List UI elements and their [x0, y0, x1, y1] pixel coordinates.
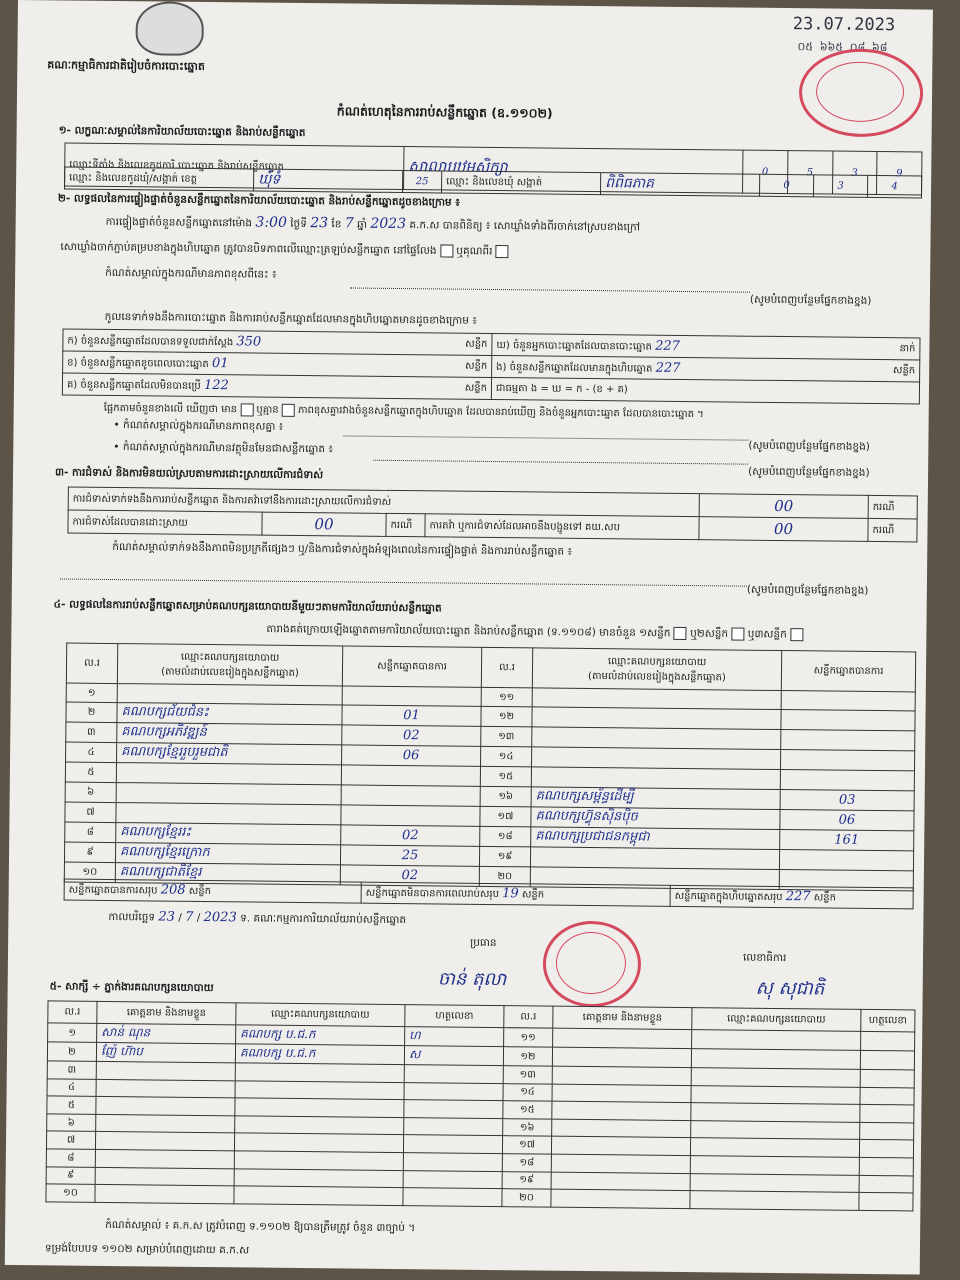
- s2-line4: កូលនេទាក់ទងនឹងការបោះឆ្នោត និងការរាប់សន្លឹកឆ្នោតដែលមានក្នុងហិបឆ្នោតមានដូចខាងក្រោម ៖: [104, 310, 478, 327]
- s2-count-table: [62, 328, 921, 404]
- s4-row-votes-r: 03: [780, 789, 914, 810]
- s5-row-name-r: [552, 1084, 691, 1103]
- s2-e-label: ង) ចំនួនសន្លឹកឆ្នោតដែលមានក្នុងហិបឆ្នោត: [496, 361, 653, 375]
- s3-note: កំណត់សម្គាល់ទាក់ទងនឹងភាពមិនប្រក្រតីផ្សេងៗ ឬ/និងការជំទាស់ក្នុងអំឡុងពេលនៃការផ្ទៀងផ្ទាត់ និងការរាប់សន្លឹកឆ្នោត ៖: [112, 541, 573, 558]
- s4-row-votes: [341, 785, 480, 806]
- s4-row-votes-r: 161: [780, 829, 914, 850]
- s2-line3-dots: [350, 287, 750, 292]
- s2-b-label: ខ) ចំនួនសន្លឹកឆ្នោតខូចពេលបោះឆ្នោត: [67, 357, 209, 370]
- s4-checkbox-3[interactable]: [790, 628, 803, 641]
- s4-row-no-r: ១២: [481, 707, 532, 728]
- s4-row-party: [117, 684, 342, 706]
- s4-row-party: [116, 802, 341, 824]
- s3-row1-label: ការជំទាស់ទាក់ទងនឹងការរាប់សន្លឹកឆ្នោត និងការតវ៉ាទៅនឹងការដោះស្រាយលើការជំទាស់: [68, 487, 699, 517]
- s5-row-no-r: ១៩: [502, 1171, 551, 1189]
- s5-row-sign-r: [859, 1140, 913, 1158]
- s4-row-no: ២: [66, 702, 117, 723]
- s5-row-party: [234, 1133, 403, 1152]
- s5-row-party-r: [691, 1120, 860, 1139]
- s5-row-name: សាន់ ណុន: [97, 1023, 236, 1043]
- s4-row-no-r: ១៨: [480, 826, 531, 847]
- s5-row-name: [96, 1114, 235, 1133]
- s5-row-no-r: ១៥: [503, 1101, 552, 1119]
- top-date: 23.07.2023: [792, 14, 896, 36]
- s5-col-name-r: គោត្តនាម និងនាមខ្លួន: [553, 1006, 692, 1029]
- s5-row-sign-r: [859, 1157, 913, 1175]
- s5-row-sign-r: [860, 1050, 914, 1070]
- s2-b-value: 01: [211, 355, 229, 371]
- s4-row-no-r: ១៥: [480, 767, 531, 787]
- s4-row-party-r: គណបក្សសម្ព័ន្ធដើម្បី: [531, 787, 780, 810]
- s2-a-unit: សន្លឹក: [465, 338, 488, 350]
- s4-row-votes: [342, 686, 481, 707]
- s4-row-no: ៨: [65, 822, 116, 843]
- s1-code2-1: 0: [759, 174, 813, 197]
- s5-row-sign-r: [859, 1175, 913, 1193]
- org-name: គណៈកម្មាធិការជាតិរៀបចំការបោះឆ្នោត: [47, 58, 205, 73]
- s4-row-no: ៤: [66, 742, 117, 763]
- s4-date-d: 23: [158, 909, 176, 925]
- s5-row-sign: [404, 1117, 503, 1136]
- s4-date-line: កាលបរិច្ឆេទ 23 / 7 / 2023 ទ. គណៈកម្មការការិយាល័យរាប់សន្លឹកឆ្នោត: [108, 909, 407, 927]
- s5-col-no: ល.រ: [48, 1001, 97, 1024]
- s2-note2-fill: (សូមបំពេញបន្ថែមផ្នែកខាងខ្នង): [748, 465, 870, 479]
- s3-row2-value: 00: [262, 512, 386, 536]
- s5-row-sign-r: [860, 1122, 914, 1140]
- s5-row-sign: [403, 1170, 502, 1189]
- section4-heading: ៤- លទ្ធផលនៃការរាប់សន្លឹកឆ្នោតសម្រាប់គណបក្សនយោបាយនីមួយៗតាមការិយាល័យរាប់សន្លឹកឆ្នោត: [53, 598, 442, 615]
- s2-checkbox-none[interactable]: [282, 403, 295, 416]
- s2-checkbox-a[interactable]: [440, 244, 453, 257]
- s5-row-no-r: ១៧: [502, 1136, 551, 1154]
- s5-row-party: គណបក្ស ប.ជ.ក: [235, 1044, 404, 1065]
- s4-row-party-r: [532, 688, 781, 710]
- s5-row-no: ៧: [46, 1131, 95, 1149]
- s5-row-name: [96, 1097, 235, 1116]
- section3-heading: ៣- ការជំទាស់ និងការមិនយល់ស្របតាមការដោះស្រាយលើការជំទាស់: [54, 466, 324, 482]
- s4-total-box-label: សន្លឹកឆ្នោតក្នុងហិបឆ្នោតសរុប: [674, 890, 783, 904]
- s5-row-sign-r: [860, 1087, 914, 1105]
- s5-row-no-r: ១៤: [503, 1083, 552, 1101]
- s5-row-sign-r: [859, 1193, 913, 1211]
- s4-col-party: [117, 644, 342, 686]
- s5-row-sign: ហ: [405, 1027, 504, 1047]
- s4-total-invalid-unit: សន្លឹក: [521, 889, 545, 901]
- s4-row-no-r: ១១: [481, 687, 532, 707]
- s5-row-no-r: ១១: [504, 1028, 553, 1048]
- s4-chair-signature: ចាន់ តុលា: [437, 968, 507, 991]
- s2-d-unit: នាក់: [899, 342, 916, 354]
- s5-row-name-r: [551, 1189, 690, 1208]
- s1-row2-label: ឈ្មោះ និងលេខកូដឃុំ/សង្កាត់ ខេត្ត: [65, 167, 254, 191]
- s5-row-no: ៩: [46, 1166, 95, 1184]
- s5-row-name: [95, 1167, 234, 1186]
- s5-col-sign: ហត្ថលេខា: [405, 1005, 504, 1028]
- s5-row-no: ៥: [47, 1096, 96, 1114]
- s4-row-party: គណបក្សខ្មែររួបរួមជាតិ: [117, 743, 342, 765]
- s1-row2-num: 25: [403, 171, 442, 193]
- s5-row-sign: [404, 1100, 503, 1119]
- s5-row-party: [234, 1151, 403, 1170]
- s4-date-tail: ទ. គណៈកម្មការការិយាល័យរាប់សន្លឹកឆ្នោត: [240, 912, 407, 927]
- s5-row-sign-r: [861, 1031, 915, 1051]
- s2-line1: [106, 213, 641, 237]
- s1-row2-value2: ពិពិធភាគ: [600, 173, 759, 197]
- s4-row-party-r: គណបក្សប្រជាជនកម្ពុជា: [531, 827, 780, 850]
- s5-col-party-r: ឈ្មោះគណបក្សនយោបាយ: [692, 1008, 861, 1032]
- s4-checkbox-1[interactable]: [674, 627, 687, 640]
- s4-row-party: គណបក្សខ្មែរក្រោក: [115, 842, 340, 864]
- s5-row-no: ៦: [47, 1114, 96, 1132]
- s2-line1-label: ការផ្ទៀងផ្ទាត់ចំនួនសន្លឹកឆ្នោតនៅម៉ោង: [105, 215, 253, 230]
- s4-row-no: ៩: [64, 842, 115, 863]
- s4-row-votes-r: [781, 730, 915, 751]
- s2-e-unit: សន្លឹក: [892, 364, 916, 376]
- s1-code2-2: 3: [813, 175, 867, 198]
- s4-row-no-r: ១៧: [480, 806, 531, 827]
- s4-col-no-r: ល.រ: [481, 647, 532, 688]
- s2-month: 7: [344, 215, 354, 232]
- s2-note1: • កំណត់សម្គាល់ក្នុងករណីមានភាពខុសគ្នា ៖: [113, 419, 284, 433]
- s4-date-m: 7: [185, 909, 194, 925]
- s2-fill-note: (សូមបំពេញបន្ថែមផ្នែកខាងខ្នង): [749, 293, 872, 307]
- s1-code-4: 9: [877, 152, 922, 195]
- s4-row-party-r: [532, 727, 781, 750]
- s3-row2-case: ករណី: [386, 513, 425, 536]
- s5-row-sign: [403, 1135, 502, 1154]
- s1-row1-value: សាលាបឋមសិក្សា: [404, 147, 743, 194]
- s4-col-party-r-sub: (តាមលំដាប់លេខរៀងក្នុងសន្លឹកឆ្នោត): [588, 670, 726, 683]
- s5-row-name-r: [551, 1172, 690, 1191]
- s3-row2-label2: ការតវ៉ា ឬការជំទាស់ដែលអាចនឹងបង្ជូនទៅ គឃ.សប: [425, 514, 699, 540]
- s3-row2-case2: ករណី: [868, 518, 917, 542]
- s4-row-no: ១: [66, 683, 117, 703]
- s5-row-party: [234, 1186, 403, 1205]
- s2-c-unit: សន្លឹក: [464, 382, 488, 394]
- s3-fill-note: (សូមបំពេញបន្ថែមផ្នែកខាងខ្នង): [746, 583, 869, 597]
- s2-a-label: ក) ចំនួនសន្លឹកឆ្នោតដែលបានទទួលជាក់ស្តែង: [67, 335, 234, 348]
- s5-row-party-r: [690, 1173, 859, 1192]
- s4-col-votes-r: សន្លឹកឆ្នោតបានការ: [781, 651, 915, 692]
- s4-row-votes: 02: [340, 865, 479, 886]
- s3-table: [67, 487, 917, 543]
- s5-row-name: [95, 1149, 234, 1168]
- s4-col-party-r-title: ឈ្មោះគណបក្សនយោបាយ: [607, 655, 707, 668]
- s5-row-sign: [403, 1153, 502, 1172]
- s5-row-no-r: ១៣: [503, 1066, 552, 1084]
- s5-row-name: [96, 1079, 235, 1098]
- s4-row-party-r: [532, 707, 781, 730]
- s4-row-votes: [341, 805, 480, 826]
- s4-row-party: គណបក្សជ័យជំនះ: [117, 703, 342, 725]
- s4-row-no-r: ១៤: [480, 747, 531, 768]
- commission-stamp: [542, 921, 641, 1008]
- s5-row-no-r: ១៦: [503, 1118, 552, 1136]
- s4-chair: ប្រធាន: [470, 936, 497, 950]
- s5-row-party-r: [690, 1156, 859, 1175]
- s5-row-no: ៣: [47, 1061, 96, 1079]
- s2-year-label: ឆ្នាំ: [356, 218, 368, 231]
- s5-row-no: ២: [47, 1042, 96, 1062]
- s4-date-y: 2023: [203, 909, 237, 926]
- s4-total-invalid: 19: [502, 886, 519, 902]
- footer-note: កំណត់សម្គាល់ ៖ គ.ក.ស ត្រូវបំពេញ ទ.១១០២ ឱ្យបានត្រឹមត្រូវ ចំនួន ៣ច្បាប់ ។: [105, 1218, 416, 1235]
- s4-date-label: កាលបរិច្ឆេទ: [108, 910, 156, 924]
- s4-row-votes: 02: [342, 725, 481, 746]
- s4-row-party: [116, 782, 341, 804]
- s5-row-name: ញ៉ែ ហ៊ាប: [96, 1042, 235, 1062]
- s5-row-name: [95, 1185, 234, 1204]
- s5-row-no: ១: [48, 1023, 97, 1043]
- s2-line3: កំណត់សម្គាល់ក្នុងករណីមានភាពខុសពីនេះ ៖: [105, 266, 277, 281]
- s5-row-name-r: [552, 1119, 691, 1138]
- s2-c-label: គ) ចំនួនសន្លឹកឆ្នោតដែលមិនបានប្រើ: [66, 379, 201, 392]
- form-id: ទម្រង់បែបបទ ១១០២ សម្រាប់បំពេញដោយ គ.ក.ស: [44, 1242, 250, 1257]
- s1-code2-3: 4: [867, 175, 921, 198]
- s4-row-no: ៥: [65, 762, 116, 782]
- s5-row-party: [234, 1168, 403, 1187]
- s4-row-votes: [341, 765, 480, 786]
- s4-total-box: 227: [785, 889, 811, 905]
- s5-row-name-r: [551, 1137, 690, 1156]
- s5-row-sign-r: [860, 1069, 914, 1087]
- s4-row-votes-r: [781, 710, 915, 731]
- s5-row-name-r: [553, 1028, 692, 1048]
- s4-row-votes: 06: [342, 745, 481, 766]
- s5-row-party-r: [690, 1191, 859, 1210]
- s4-row-votes: 01: [342, 705, 481, 726]
- s1-row2-label2: ឈ្មោះ និងលេខឃុំ សង្កាត់: [442, 171, 601, 195]
- s2-line1-tail: គ.ក.ស បានពិនិត្យ ៖ សោឃ្លាំងទាំងពីរចាក់នៅស្របខាងក្រៅ: [409, 219, 641, 234]
- s3-row2-label: ការជំទាស់ដែលបានដោះស្រាយ: [68, 510, 262, 535]
- s5-witness-table: [45, 1000, 915, 1211]
- s4-total-invalid-label: សន្លឹកឆ្នោតមិនបានការពេលរាប់សរុប: [365, 887, 500, 901]
- s4-subline-text: តារាងគត់ក្រោយឡើងឆ្នោតតាមការិយាល័យបោះឆ្នោត និងរាប់សន្លឹកឆ្នោត (ទ.១១០៨) មានចំនួន ១សន្លឹក: [266, 623, 671, 640]
- s3-row1-value: 00: [699, 494, 868, 519]
- s5-row-party-r: [692, 1030, 861, 1051]
- s5-row-no-r: ១២: [503, 1047, 552, 1067]
- s4-row-party: [116, 763, 341, 785]
- s5-row-sign: [404, 1082, 503, 1101]
- s1-code-3: 3: [832, 151, 877, 194]
- s5-row-no: ៤: [47, 1078, 96, 1096]
- s4-results-table: [64, 643, 916, 892]
- s5-row-name-r: [552, 1066, 691, 1085]
- s3-note-dots: [60, 578, 747, 586]
- top-code: ០៥ ៦៦៥ ០៨ ៦៨: [797, 40, 888, 55]
- s4-row-votes-r: [780, 750, 914, 771]
- s2-note1-dots: [343, 435, 748, 440]
- s5-row-name-r: [552, 1101, 691, 1120]
- s5-row-sign: [404, 1065, 503, 1084]
- s2-note1-fill: (សូមបំពេញបន្ថែមផ្នែកខាងខ្នង): [748, 439, 870, 453]
- s2-year: 2023: [370, 215, 407, 233]
- s4-row-no: ១០: [64, 862, 115, 883]
- s4-row-no: ៧: [65, 802, 116, 823]
- s5-row-party: [235, 1116, 404, 1135]
- s4-row-votes-r: [781, 691, 915, 712]
- s5-row-party: [235, 1098, 404, 1117]
- s2-line2-opt1: ឬគុណពីរ: [456, 245, 493, 258]
- s5-col-no-r: ល.រ: [504, 1006, 553, 1029]
- s5-col-party: ឈ្មោះគណបក្សនយោបាយ: [236, 1003, 405, 1027]
- s4-secretary-signature: សុ សុជាតិ: [755, 977, 825, 1000]
- s2-line5-opt: ឬគ្មាន: [256, 404, 279, 416]
- s4-col-party-r: [532, 648, 781, 691]
- s2-line5-tail: ភាពខុសគ្នារវាងចំនួនសន្លឹកឆ្នោតក្នុងហិបឆ្នោត ដែលបានរាប់ឃើញ និងចំនួនអ្នកបោះឆ្នោត ដែលបានបោះឆ្នោត ។: [297, 404, 704, 421]
- s5-row-party: [235, 1063, 404, 1082]
- s5-row-name-r: [552, 1047, 691, 1067]
- s2-day: 23: [310, 215, 329, 232]
- emblem-icon: [135, 1, 204, 56]
- s2-checkbox-b[interactable]: [496, 245, 509, 258]
- s2-line2-text: សោឃ្លាំងចាក់ភ្ជាប់គម្របខាងក្នុងហិបឆ្នោត ត្រូវបានបិទភាពលើឈ្មោះត្រឡប់សន្លឹកឆ្នោត នៅផ្ទៃលែង: [60, 240, 437, 257]
- s5-row-no: ១០: [46, 1184, 95, 1202]
- section2-heading: ២- លទ្ធផលនៃការផ្ទៀងផ្ទាត់ចំនួនសន្លឹកឆ្នោតនៃការិយាល័យបោះឆ្នោត និងរាប់សន្លឹកឆ្នោតដូចខាងក្រោម ៖: [57, 192, 460, 209]
- s4-subline: [266, 623, 803, 644]
- s5-row-party-r: [690, 1138, 859, 1157]
- s2-d-label: ឃ) ចំនួនអ្នកបោះឆ្នោតដែលបានបោះឆ្នោត: [496, 339, 652, 353]
- s2-b-unit: សន្លឹក: [464, 360, 488, 372]
- s2-d-value: 227: [655, 338, 681, 354]
- s5-row-sign: [403, 1188, 502, 1207]
- s4-row-party: គណបក្សខ្មែររះ: [116, 822, 341, 844]
- s4-row-no-r: ១៩: [479, 846, 530, 867]
- s4-row-no-r: ១៣: [481, 727, 532, 748]
- s1-row1-label: ឈ្មោះទីតាំង និងលេខកូដការិ.បោះឆ្នោត និងរាប់សន្លឹកឆ្នោត: [65, 143, 404, 190]
- s2-line2: [60, 240, 509, 260]
- document-sheet: [5, 0, 933, 1275]
- s5-row-sign-r: [860, 1105, 914, 1123]
- s2-line5-text: ផ្អែកតាមចំនួនខាងលើ ឃើញថា មាន: [103, 402, 238, 416]
- s2-month-label: ខែ: [331, 218, 342, 231]
- s5-col-sign-r: ហត្ថលេខា: [861, 1009, 915, 1032]
- s4-row-party: គណបក្សអភិវឌ្ឍន៍: [117, 723, 342, 745]
- s4-col-votes: សន្លឹកឆ្នោតបានការ: [342, 646, 481, 687]
- page-title: កំណត់ហេតុនៃការរាប់សន្លឹកឆ្នោត (ឧ.១១០២): [336, 103, 553, 121]
- s4-total-valid: 208: [160, 882, 186, 898]
- s2-time: 3:00: [255, 214, 287, 231]
- s5-row-name: [95, 1132, 234, 1151]
- s4-row-votes: 02: [341, 825, 480, 846]
- s4-row-votes-r: [779, 849, 913, 870]
- s1-row2-value: ឃុំទំ: [254, 169, 403, 193]
- s5-row-party: [235, 1080, 404, 1099]
- s5-row-no-r: ២០: [502, 1189, 551, 1207]
- s4-col-party-sub: (តាមលំដាប់លេខរៀងក្នុងសន្លឹកឆ្នោត): [161, 666, 299, 679]
- s4-checkbox-2[interactable]: [731, 628, 744, 641]
- s4-total-valid-label: សន្លឹកឆ្នោតបានការសរុប: [68, 884, 158, 897]
- s5-row-party-r: [691, 1068, 860, 1087]
- s4-row-party-r: [531, 767, 780, 789]
- s5-row-party: គណបក្ស ប.ជ.ក: [236, 1025, 405, 1046]
- s4-row-votes: 25: [340, 845, 479, 866]
- s4-row-votes-r: [780, 770, 914, 791]
- section1-heading: ១- លក្ខណៈសម្គាល់នៃការិយាល័យបោះឆ្នោត និងរាប់សន្លឹកឆ្នោត: [58, 124, 306, 140]
- s2-formula: ជាធម្មតា ង = ឃ = ក - (ខ + គ): [491, 377, 919, 403]
- s1-code-1: 0: [743, 150, 788, 193]
- s2-note2-dots: [373, 460, 748, 465]
- s5-row-name-r: [551, 1154, 690, 1173]
- s2-day-label: ថ្ងៃទី: [290, 217, 307, 231]
- s3-row2-value2: 00: [699, 517, 868, 542]
- s4-row-no-r: ១៦: [480, 786, 531, 807]
- s2-checkbox-has[interactable]: [240, 403, 253, 416]
- official-stamp: [799, 48, 924, 137]
- s5-row-sign: ស: [404, 1046, 503, 1066]
- s2-c-value: 122: [203, 377, 229, 393]
- s5-row-no: ៨: [46, 1149, 95, 1167]
- section5-heading: ៥- សាក្សី ÷ ភ្នាក់ងារគណបក្សនយោបាយ: [49, 980, 214, 995]
- s4-row-votes-r: 06: [780, 809, 914, 830]
- s5-row-party-r: [691, 1085, 860, 1104]
- s4-opt3: ឬ៣សន្លឹក: [747, 628, 787, 641]
- s4-total-valid-unit: សន្លឹក: [188, 885, 212, 898]
- s2-e-value: 227: [655, 360, 681, 376]
- s4-col-no: ល.រ: [66, 643, 117, 684]
- s4-total-box-unit: សន្លឹក: [813, 892, 837, 904]
- s4-col-party-title: ឈ្មោះគណបក្សនយោបាយ: [180, 651, 280, 664]
- s2-note2: • កំណត់សម្គាល់ក្នុងករណីមានវត្ថុមិនមែនជាសន្លឹកឆ្នោត ៖: [113, 441, 334, 456]
- s4-row-party-r: [531, 747, 780, 770]
- s1-code-2: 5: [787, 151, 832, 194]
- s4-row-no: ៦: [65, 782, 116, 803]
- s2-a-value: 350: [236, 333, 262, 350]
- s4-opt2: ឬ២សន្លឹក: [690, 627, 729, 640]
- s5-row-name: [96, 1061, 235, 1080]
- s4-row-party: គណបក្សជាតិខ្មែរ: [115, 862, 340, 884]
- s5-row-no-r: ១៨: [502, 1154, 551, 1172]
- s4-row-no: ៣: [66, 722, 117, 743]
- s3-row1-case: ករណី: [868, 495, 917, 519]
- s4-row-party-r: [530, 847, 779, 870]
- s5-col-name: គោត្តនាម និងនាមខ្លួន: [97, 1001, 236, 1024]
- s4-secretary: លេខាធិការ: [742, 951, 787, 965]
- s5-row-party-r: [691, 1049, 860, 1070]
- s5-row-party-r: [691, 1103, 860, 1122]
- s4-row-no-r: ២០: [479, 866, 530, 887]
- s4-row-party-r: គណបក្សហ៊្វុនស៊ិនប៉ិច: [531, 807, 780, 830]
